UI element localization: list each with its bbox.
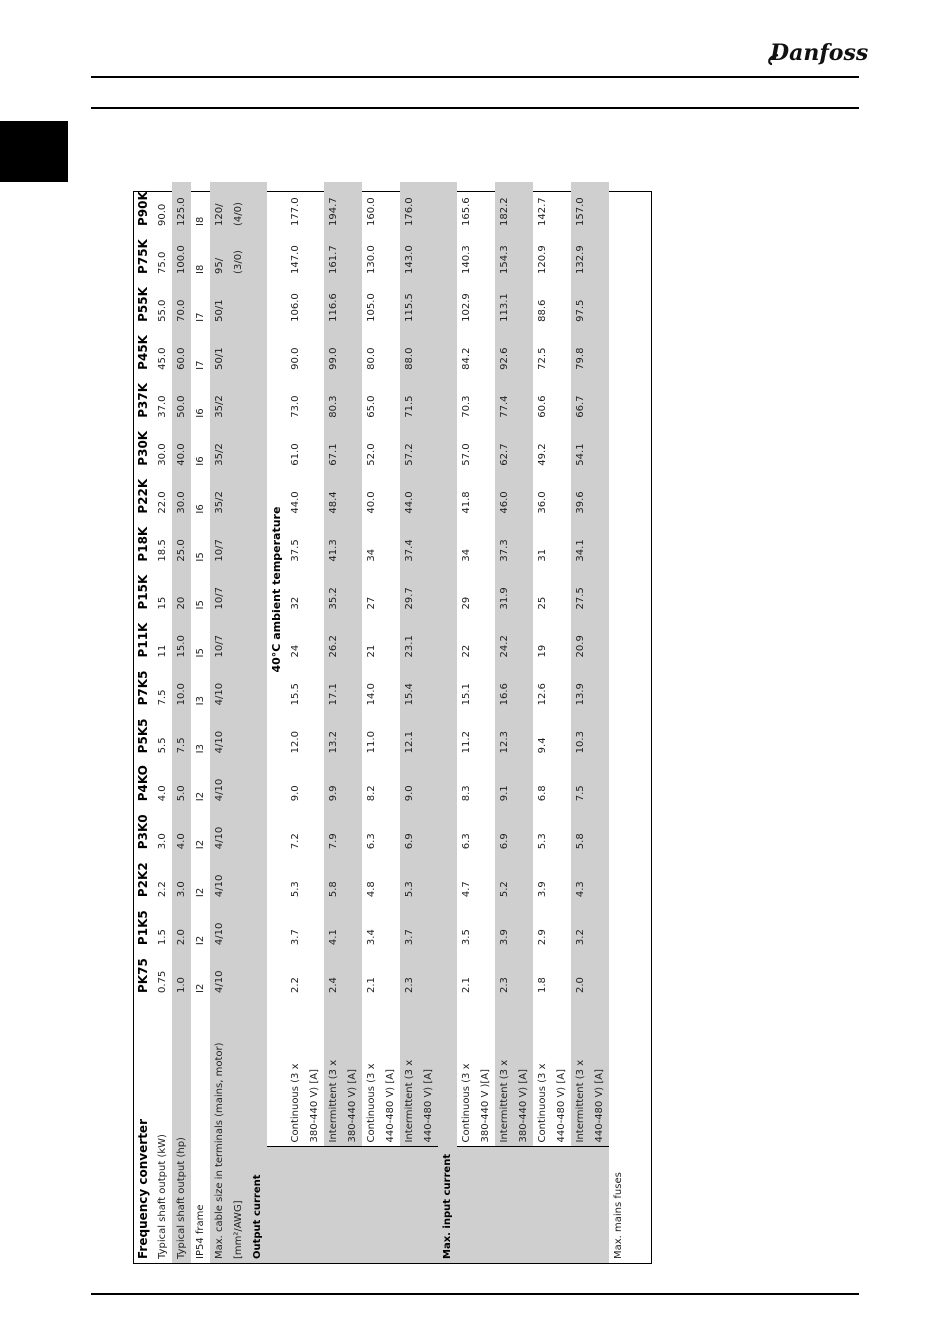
model-header: P75K [136, 239, 150, 274]
value-cell: I2 [195, 935, 206, 946]
value-cell: 36.0 [537, 491, 548, 514]
value-cell: 50/1 [210, 326, 229, 374]
value-cell: 60.6 [537, 395, 548, 418]
header-rule [91, 107, 859, 109]
value-cell: 115.5 [400, 278, 438, 326]
value-cell: 41.8 [461, 491, 472, 514]
value-cell: 99.0 [324, 326, 362, 374]
row-label: Continuous (3 x [362, 997, 381, 1147]
value-cell: 18.5 [157, 539, 168, 562]
value-cell: I5 [195, 552, 206, 562]
value-cell: 2.3 [400, 949, 438, 997]
value-cell: 4/10 [210, 661, 229, 709]
value-cell: 44.0 [290, 491, 301, 514]
model-header: P37K [136, 382, 150, 418]
model-header: P1K5 [136, 910, 150, 946]
value-cell [229, 614, 248, 662]
header-label: Frequency converter [136, 1119, 150, 1259]
value-cell: 11 [157, 644, 168, 658]
value-cell: 40.0 [366, 491, 377, 514]
value-cell: 57.0 [461, 443, 472, 466]
value-cell [229, 326, 248, 374]
value-cell: 0.75 [157, 970, 168, 993]
value-cell: 2.0 [172, 901, 191, 949]
value-cell: 32 [290, 596, 301, 610]
value-cell: 5.8 [571, 805, 609, 853]
value-cell: 142.7 [537, 197, 548, 226]
model-header: P15K [136, 574, 150, 610]
fuses-label: Max. mains fuses [613, 1172, 624, 1259]
value-cell: 147.0 [290, 245, 301, 274]
value-cell: 4/10 [210, 757, 229, 805]
value-cell: 3.0 [157, 833, 168, 850]
value-cell: 29 [461, 596, 472, 610]
value-cell: 70.0 [172, 278, 191, 326]
row-label-cont: 440-480 V) [A] [590, 997, 609, 1147]
value-cell [229, 566, 248, 614]
value-cell: 8.3 [461, 785, 472, 802]
table-row [267, 182, 286, 1263]
value-cell: 3.7 [290, 929, 301, 946]
value-cell: 97.5 [571, 278, 609, 326]
value-cell: 55.0 [157, 299, 168, 322]
value-cell: 14.0 [366, 683, 377, 706]
value-cell: 4/10 [210, 949, 229, 997]
value-cell: 22 [461, 644, 472, 658]
value-cell: 95/ [210, 230, 229, 278]
value-cell: 2.4 [324, 949, 362, 997]
value-cell: 34 [461, 548, 472, 562]
value-cell: 194.7 [324, 182, 362, 230]
value-cell: 5.0 [172, 757, 191, 805]
table-row [191, 182, 210, 1263]
value-cell: 140.3 [461, 245, 472, 274]
value-cell: 1.0 [172, 949, 191, 997]
value-cell: 21 [366, 644, 377, 658]
value-cell: I7 [195, 360, 206, 370]
value-cell: 7.9 [324, 805, 362, 853]
value-cell: 5.3 [400, 853, 438, 901]
value-cell: 35/2 [210, 374, 229, 422]
value-cell: (3/0) [229, 230, 248, 278]
value-cell: 6.9 [495, 805, 533, 853]
value-cell [229, 470, 248, 518]
model-header: P4KO [136, 765, 150, 802]
value-cell: 26.2 [324, 614, 362, 662]
value-cell: 2.1 [461, 977, 472, 993]
table-row [172, 182, 191, 1263]
value-cell: 7.2 [290, 833, 301, 850]
table-row [438, 182, 457, 1263]
value-cell: 15.1 [461, 683, 472, 706]
value-cell: 12.0 [290, 731, 301, 754]
value-cell: 106.0 [290, 293, 301, 322]
value-cell: 2.2 [290, 977, 301, 993]
value-cell: 22.0 [157, 491, 168, 514]
row-label: Intermittent (3 x [495, 997, 514, 1147]
row-label-cont: 440-480 V) [A] [419, 997, 438, 1147]
value-cell: 4/10 [210, 901, 229, 949]
value-cell: 6.3 [461, 833, 472, 850]
section-filler [248, 182, 267, 997]
model-header: P90K [136, 191, 150, 226]
value-cell: 71.5 [400, 374, 438, 422]
value-cell: 3.0 [172, 853, 191, 901]
value-cell: 1.5 [157, 929, 168, 946]
value-cell: 75.0 [157, 251, 168, 274]
chapter-tab [0, 121, 68, 182]
value-cell: 90.0 [290, 347, 301, 370]
row-label: Intermittent (3 x [571, 997, 590, 1147]
value-cell: 12.6 [537, 683, 548, 706]
row-label-cont: 380-440 V) [A] [305, 997, 324, 1147]
value-cell: 10.0 [172, 661, 191, 709]
value-cell: 2.1 [366, 977, 377, 993]
section-title: Max. input current [438, 997, 457, 1263]
value-cell: 48.4 [324, 470, 362, 518]
value-cell: I8 [195, 264, 206, 274]
footer-rule [91, 1293, 859, 1295]
specification-table [133, 191, 652, 1264]
section-title: Output current [248, 997, 267, 1263]
row-label-cont: 380-440 V) [A] [343, 997, 362, 1147]
row-label: Typical shaft output (kW) [157, 1134, 168, 1259]
value-cell: 5.8 [324, 853, 362, 901]
value-cell: 6.9 [400, 805, 438, 853]
model-header: P2K2 [136, 862, 150, 898]
value-cell: 161.7 [324, 230, 362, 278]
value-cell: 37.0 [157, 395, 168, 418]
row-label: Intermittent (3 x [324, 997, 343, 1147]
row-label: Continuous (3 x [533, 997, 552, 1147]
value-cell: 35/2 [210, 470, 229, 518]
ambient-spacer [267, 997, 286, 1147]
value-cell: 3.7 [400, 901, 438, 949]
table-row [229, 182, 248, 1263]
value-cell: 125.0 [172, 182, 191, 230]
value-cell: 79.8 [571, 326, 609, 374]
value-cell: 25 [537, 596, 548, 610]
value-cell: 2.9 [537, 929, 548, 946]
value-cell: 7.5 [157, 689, 168, 706]
value-cell [229, 949, 248, 997]
value-cell: 12.3 [495, 709, 533, 757]
row-label-cont: 380-440 V )[A] [476, 997, 495, 1147]
value-cell: 50.0 [172, 374, 191, 422]
value-cell: 15.0 [172, 614, 191, 662]
value-cell: 3.4 [366, 929, 377, 946]
value-cell: 6.3 [366, 833, 377, 850]
value-cell: 4.0 [172, 805, 191, 853]
value-cell: 37.5 [290, 539, 301, 562]
table-row [457, 182, 476, 1263]
table-row [362, 182, 381, 1263]
value-cell: 113.1 [495, 278, 533, 326]
value-cell: 9.1 [495, 757, 533, 805]
value-cell: I3 [195, 696, 206, 706]
value-cell: I2 [195, 983, 206, 993]
model-header: P5K5 [136, 718, 150, 754]
value-cell: 84.2 [461, 347, 472, 370]
row-label-cont: 440-480 V) [A] [552, 997, 571, 1147]
value-cell: 4.8 [366, 881, 377, 898]
model-header: P7K5 [136, 670, 150, 706]
value-cell [229, 709, 248, 757]
value-cell: 92.6 [495, 326, 533, 374]
value-cell: 4.1 [324, 901, 362, 949]
value-cell: 3.5 [461, 929, 472, 946]
value-cell: 5.5 [157, 737, 168, 754]
value-cell: 102.9 [461, 293, 472, 322]
value-cell: 31 [537, 548, 548, 562]
value-cell [229, 374, 248, 422]
value-cell: 13.2 [324, 709, 362, 757]
value-cell: I6 [195, 504, 206, 514]
value-cell: 11.0 [366, 731, 377, 754]
table-row [324, 182, 343, 1263]
value-cell: 2.0 [571, 949, 609, 997]
row-label-cont: 440-480 V) [A] [381, 997, 400, 1147]
section-filler [438, 182, 457, 997]
value-cell: 20.9 [571, 614, 609, 662]
value-cell: 41.3 [324, 518, 362, 566]
value-cell: 60.0 [172, 326, 191, 374]
row-label-cont: 380-440 V) [A] [514, 997, 533, 1147]
value-cell: 5.2 [495, 853, 533, 901]
top-rule [91, 76, 859, 78]
value-cell: 15 [157, 596, 168, 610]
row-label: Continuous (3 x [457, 997, 476, 1147]
value-cell: 61.0 [290, 443, 301, 466]
value-cell: 88.0 [400, 326, 438, 374]
value-cell: 20 [172, 566, 191, 614]
value-cell: 27.5 [571, 566, 609, 614]
model-header: PK75 [136, 958, 150, 993]
value-cell: 40.0 [172, 422, 191, 470]
row-label: Intermittent (3 x [400, 997, 419, 1147]
value-cell: 2.3 [495, 949, 533, 997]
value-cell: 8.2 [366, 785, 377, 802]
value-cell: 25.0 [172, 518, 191, 566]
value-cell: 46.0 [495, 470, 533, 518]
value-cell: 105.0 [366, 293, 377, 322]
value-cell: 176.0 [400, 182, 438, 230]
fuses-values [609, 182, 628, 997]
value-cell: 65.0 [366, 395, 377, 418]
model-header: P22K [136, 478, 150, 514]
value-cell: 154.3 [495, 230, 533, 278]
table-row [533, 182, 552, 1263]
value-cell: 1.8 [537, 977, 548, 993]
value-cell: 77.4 [495, 374, 533, 422]
value-cell: 24 [290, 644, 301, 658]
value-cell: 7.5 [571, 757, 609, 805]
value-cell: 3.2 [571, 901, 609, 949]
table-row [210, 182, 229, 1263]
value-cell: 3.9 [495, 901, 533, 949]
value-cell: 19 [537, 644, 548, 658]
value-cell: 35/2 [210, 422, 229, 470]
model-header: P45K [136, 335, 150, 370]
value-cell: 9.0 [400, 757, 438, 805]
value-cell: 10/7 [210, 566, 229, 614]
value-cell: 57.2 [400, 422, 438, 470]
value-cell: 27 [366, 596, 377, 610]
danfoss-logo [766, 34, 869, 74]
value-cell: 30.0 [172, 470, 191, 518]
table-row [248, 182, 267, 1263]
value-cell: 50/1 [210, 278, 229, 326]
value-cell [229, 805, 248, 853]
model-header: P30K [136, 430, 150, 466]
model-header: P18K [136, 526, 150, 562]
row-label-cont: [mm²/AWG] [229, 997, 248, 1263]
value-cell: I3 [195, 744, 206, 754]
value-cell: 31.9 [495, 566, 533, 614]
value-cell: 4/10 [210, 709, 229, 757]
value-cell: 120/ [210, 182, 229, 230]
value-cell [229, 901, 248, 949]
value-cell: 30.0 [157, 443, 168, 466]
value-cell: 160.0 [366, 197, 377, 226]
value-cell: 34.1 [571, 518, 609, 566]
table-row [495, 182, 514, 1263]
value-cell: 15.4 [400, 661, 438, 709]
value-cell: 52.0 [366, 443, 377, 466]
value-cell: 23.1 [400, 614, 438, 662]
value-cell: I5 [195, 648, 206, 658]
value-cell: (4/0) [229, 182, 248, 230]
value-cell: 70.3 [461, 395, 472, 418]
table-row [400, 182, 419, 1263]
value-cell: 88.6 [537, 299, 548, 322]
value-cell: 5.3 [537, 833, 548, 850]
value-cell: 15.5 [290, 683, 301, 706]
value-cell: 24.2 [495, 614, 533, 662]
value-cell [229, 661, 248, 709]
value-cell: 120.9 [537, 245, 548, 274]
logo-text: Danfoss [770, 40, 869, 66]
value-cell: I5 [195, 600, 206, 610]
value-cell: 10.3 [571, 709, 609, 757]
value-cell: 16.6 [495, 661, 533, 709]
table-row [571, 182, 590, 1263]
value-cell: 45.0 [157, 347, 168, 370]
value-cell: 9.9 [324, 757, 362, 805]
value-cell: 4.7 [461, 881, 472, 898]
value-cell: 10/7 [210, 614, 229, 662]
value-cell: 62.7 [495, 422, 533, 470]
value-cell: 44.0 [400, 470, 438, 518]
value-cell: 73.0 [290, 395, 301, 418]
value-cell: I7 [195, 312, 206, 322]
row-label: Typical shaft output (hp) [172, 997, 191, 1263]
value-cell: 39.6 [571, 470, 609, 518]
model-header: P55K [136, 287, 150, 322]
value-cell: 182.2 [495, 182, 533, 230]
value-cell: 35.2 [324, 566, 362, 614]
value-cell: 100.0 [172, 230, 191, 278]
value-cell: 17.1 [324, 661, 362, 709]
value-cell: 49.2 [537, 443, 548, 466]
value-cell: 116.6 [324, 278, 362, 326]
section-label-space [267, 1147, 438, 1263]
value-cell: 13.9 [571, 661, 609, 709]
value-cell [229, 278, 248, 326]
value-cell: I6 [195, 456, 206, 466]
value-cell: 80.0 [366, 347, 377, 370]
table-row [609, 182, 628, 1263]
value-cell: I2 [195, 791, 206, 802]
value-cell: 90.0 [157, 203, 168, 226]
value-cell: 157.0 [571, 182, 609, 230]
value-cell: 4.3 [571, 853, 609, 901]
row-label: IP54 frame [195, 1204, 206, 1259]
value-cell: 12.1 [400, 709, 438, 757]
value-cell: 9.0 [290, 785, 301, 802]
ambient-note: 40°C ambient temperature [270, 506, 283, 673]
table-row [134, 182, 153, 1263]
value-cell: 143.0 [400, 230, 438, 278]
table-row [153, 182, 172, 1263]
value-cell: 165.6 [461, 197, 472, 226]
value-cell: 2.2 [157, 881, 168, 898]
value-cell: 54.1 [571, 422, 609, 470]
value-cell: 37.4 [400, 518, 438, 566]
value-cell: 130.0 [366, 245, 377, 274]
value-cell: 72.5 [537, 347, 548, 370]
row-label: Continuous (3 x [286, 997, 305, 1147]
value-cell: I8 [195, 216, 206, 226]
value-cell: 5.3 [290, 881, 301, 898]
value-cell: 7.5 [172, 709, 191, 757]
value-cell: 177.0 [290, 197, 301, 226]
value-cell: I2 [195, 839, 206, 850]
model-header: P11K [136, 622, 150, 658]
value-cell: I6 [195, 408, 206, 418]
table-row [286, 182, 305, 1263]
row-label: Max. cable size in terminals (mains, motor) [210, 997, 229, 1263]
value-cell: 9.4 [537, 737, 548, 754]
value-cell [229, 757, 248, 805]
value-cell: 29.7 [400, 566, 438, 614]
value-cell: 4.0 [157, 785, 168, 802]
value-cell: 80.3 [324, 374, 362, 422]
model-header: P3K0 [136, 814, 150, 850]
value-cell: 67.1 [324, 422, 362, 470]
value-cell: 34 [366, 548, 377, 562]
value-cell: 4/10 [210, 805, 229, 853]
value-cell [229, 422, 248, 470]
value-cell: 6.8 [537, 785, 548, 802]
value-cell: 132.9 [571, 230, 609, 278]
value-cell [229, 518, 248, 566]
value-cell: 3.9 [537, 881, 548, 898]
section-label-space [457, 1147, 609, 1263]
value-cell: I2 [195, 887, 206, 898]
value-cell: 4/10 [210, 853, 229, 901]
value-cell: 10/7 [210, 518, 229, 566]
value-cell: 11.2 [461, 731, 472, 754]
value-cell: 66.7 [571, 374, 609, 422]
value-cell: 37.3 [495, 518, 533, 566]
value-cell [229, 853, 248, 901]
